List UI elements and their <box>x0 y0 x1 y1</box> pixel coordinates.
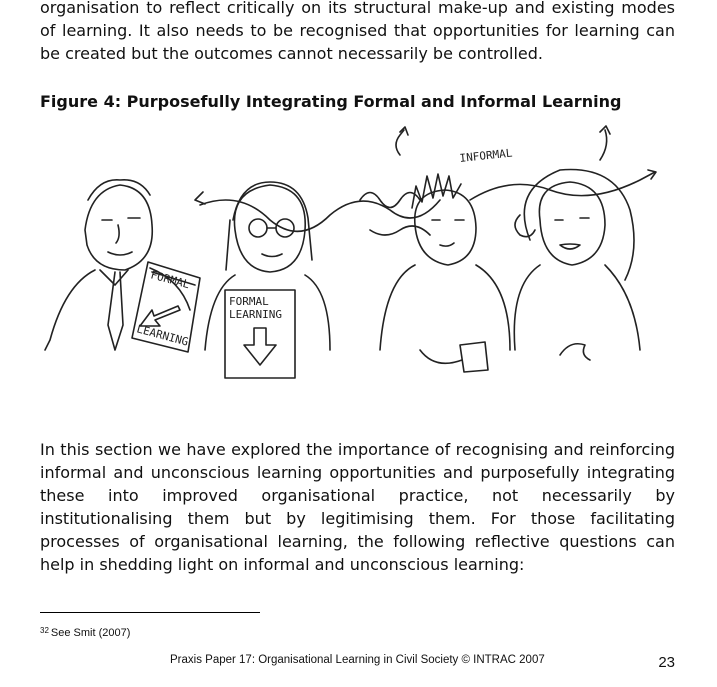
page-footer-text: Praxis Paper 17: Organisational Learning in Civil Society © INTRAC 2007 <box>170 654 545 666</box>
formal-learning-book <box>132 262 200 352</box>
text-line: learning. It also needs to be recognised that opportunities for learning can be <box>40 21 675 63</box>
book-learning-label: LEARNING <box>135 322 190 349</box>
informal-label: INFORMAL <box>458 146 514 165</box>
body-paragraph-top <box>40 0 675 65</box>
figure-caption: Figure 4: Purposefully Integrating Formal and Informal Learning <box>40 92 622 111</box>
footnote-marker: 32 <box>40 626 49 635</box>
text-line: organisation to reflect critically on its structural make-up and existing modes of <box>40 0 675 40</box>
curly-hair-woman-figure <box>514 170 640 361</box>
footnote-text: See Smit (2007) <box>50 627 131 639</box>
body-paragraph-bottom: In this section we have explored the importance of recognising and reinforcing informal and unconscious learning opportunities and purposefully integrating these into improved organisational practice, not necessarily by institutionalising them but by legitimising them. For those facilitating processes of organisational learning, the following reflective questions can help in shedding light on informal and unconscious learning: <box>40 440 675 574</box>
text-line: created but the outcomes cannot necessarily be controlled. <box>65 44 543 63</box>
sign-formal-label: FORMAL <box>229 295 269 308</box>
footnote-divider <box>40 612 260 613</box>
young-man-with-cup-figure <box>380 174 510 372</box>
sign-learning-label: LEARNING <box>229 308 282 321</box>
book-formal-label: FORMAL <box>149 268 191 292</box>
woman-with-glasses-figure <box>205 182 330 378</box>
man-with-tie-figure <box>45 180 190 350</box>
figure-illustration <box>40 120 680 420</box>
footnote <box>40 626 130 639</box>
page-number: 23 <box>658 654 675 671</box>
